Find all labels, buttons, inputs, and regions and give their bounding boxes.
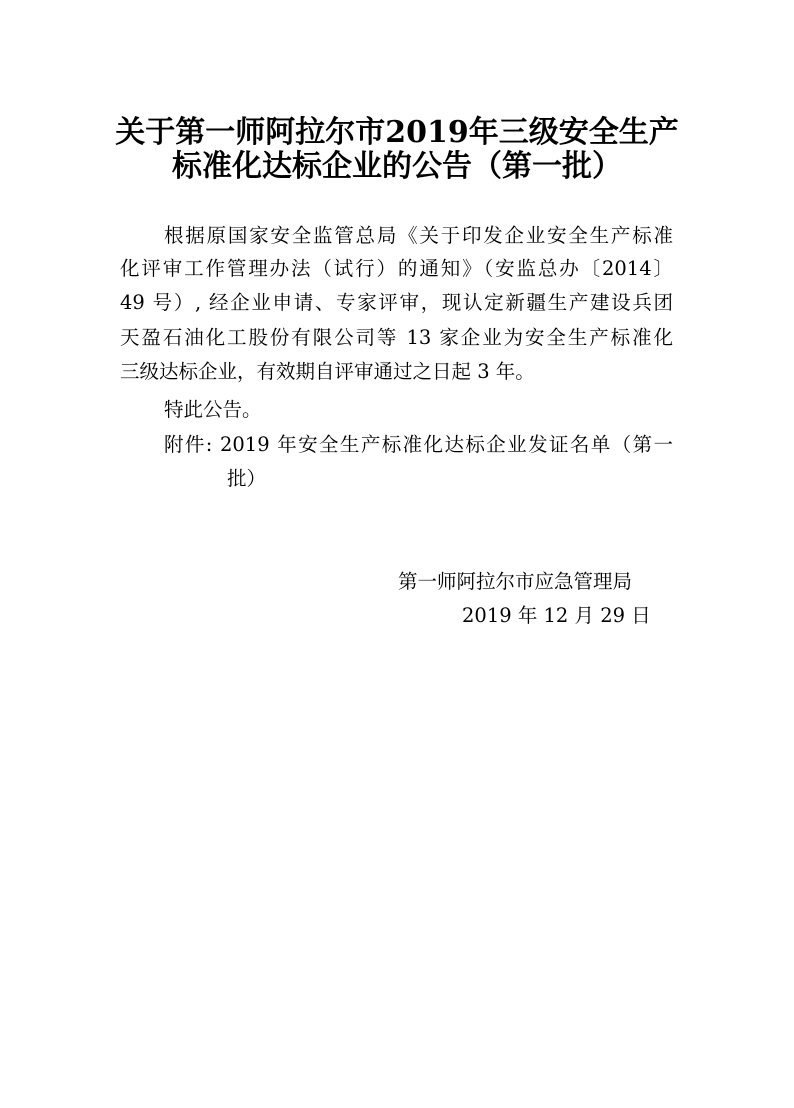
document-title-line-2: 标准化达标企业的公告（第一批） — [172, 149, 622, 184]
closing-statement: 特此公告。 — [164, 398, 262, 421]
attachment-line-2: 批） — [227, 467, 267, 490]
signature-organization: 第一师阿拉尔市应急管理局 — [398, 570, 633, 593]
document-title-line-1: 关于第一师阿拉尔市2019年三级安全生产 — [115, 115, 679, 150]
body-line-3: 49 号）, 经企业申请、专家评审，现认定新疆生产建设兵团 — [120, 291, 673, 314]
body-line-2: 化评审工作管理办法（试行）的通知》（安监总办〔2014〕 — [120, 257, 673, 280]
signature-date: 2019 年 12 月 29 日 — [462, 604, 651, 627]
body-line-1: 根据原国家安全监管总局《关于印发企业安全生产标准 — [164, 224, 673, 247]
body-line-4: 天盈石油化工股份有限公司等 13 家企业为安全生产标准化 — [120, 326, 673, 349]
attachment-line-1: 附件: 2019 年安全生产标准化达标企业发证名单（第一 — [164, 433, 673, 456]
body-line-5: 三级达标企业，有效期自评审通过之日起 3 年。 — [120, 360, 535, 383]
